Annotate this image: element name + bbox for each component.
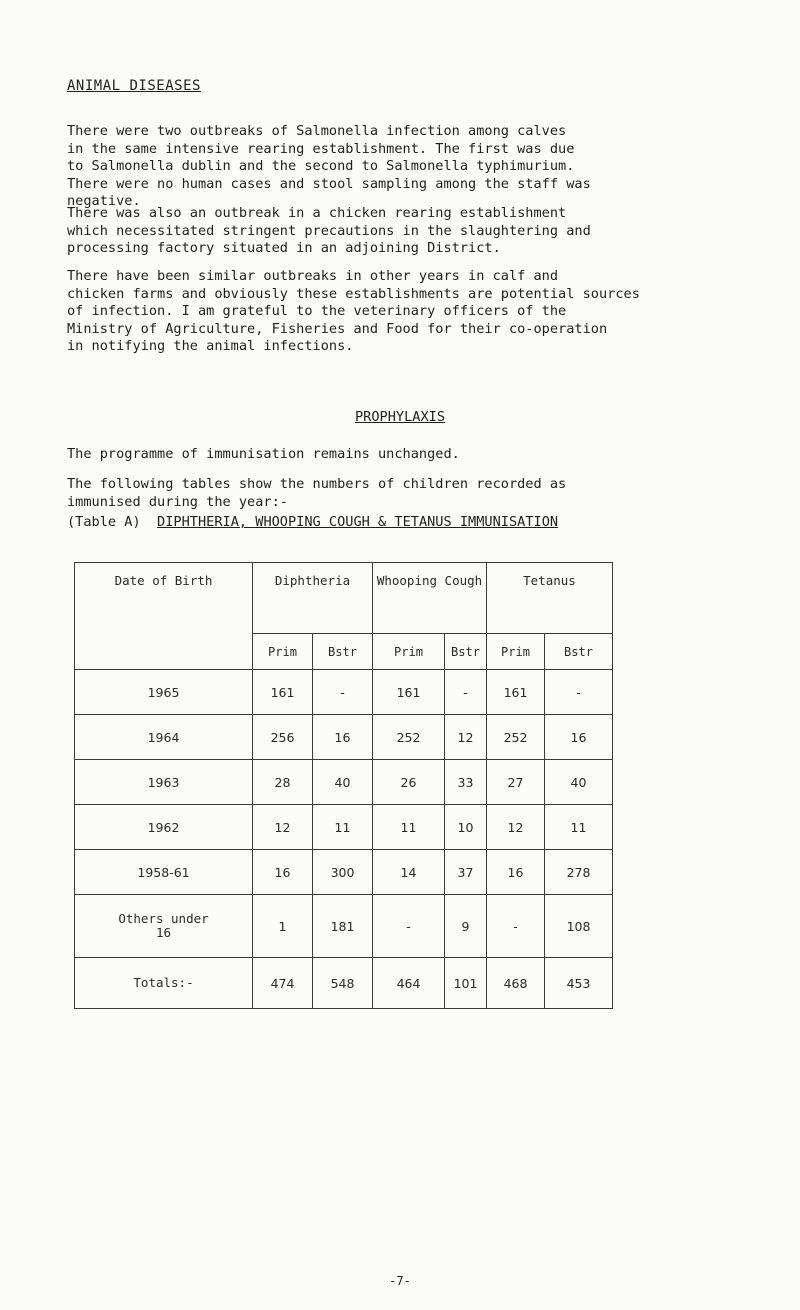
subheader-whooping-prim: Prim [373,634,445,670]
prophylaxis-heading: PROPHYLAXIS [354,409,446,425]
table-cell: 9 [445,895,487,958]
subheader-diphtheria-prim: Prim [253,634,313,670]
table-cell: 548 [313,958,373,1009]
table-cell: - [373,895,445,958]
subheader-tetanus-prim: Prim [487,634,545,670]
row-label: 1958-61 [75,850,253,895]
table-cell: 252 [373,715,445,760]
prophylaxis-line-2: The following tables show the numbers of children recorded as immunised during the year:- [67,476,567,510]
table-cell: 161 [373,670,445,715]
table-cell: 33 [445,760,487,805]
table-cell: - [545,670,613,715]
table-cell: 16 [313,715,373,760]
immunisation-table [74,562,613,1009]
paragraph-chicken-outbreak: There was also an outbreak in a chicken rearing establishment which necessitated stringent precautions in the slaughtering and processing factory situated in an adjoining District. [67,205,591,256]
table-cell: 12 [445,715,487,760]
table-cell: 453 [545,958,613,1009]
table-body [75,670,613,1009]
table-cell: 108 [545,895,613,958]
page-number: -7- [389,1274,411,1288]
row-label: 1964 [75,715,253,760]
table-row [75,958,613,1009]
table-cell: 12 [487,805,545,850]
row-label: 1965 [75,670,253,715]
table-cell: 278 [545,850,613,895]
table-cell: - [445,670,487,715]
table-row [75,850,613,895]
table-cell: 474 [253,958,313,1009]
subheader-diphtheria-bstr: Bstr [313,634,373,670]
paragraph-similar-outbreaks: There have been similar outbreaks in other years in calf and chicken farms and obviously these establishments are potential sources of infection. I am grateful to the veterinary officers of the Ministry of Agriculture, Fisheries and Food for their co-operation in notifying the animal infections. [67,268,640,354]
row-label: 1962 [75,805,253,850]
table-cell: - [487,895,545,958]
table-cell: 37 [445,850,487,895]
section-heading: ANIMAL DISEASES [67,78,201,94]
row-label: Totals:- [75,958,253,1009]
table-cell: 11 [373,805,445,850]
table-cell: 10 [445,805,487,850]
paragraph-salmonella-calves: There were two outbreaks of Salmonella infection among calves in the same intensive rearing establishment. The first was due to Salmonella dublin and the second to Salmonella typhimurium. There were no human cases and stool sampling among the staff was negative. [67,123,591,209]
table-cell: 161 [487,670,545,715]
table-cell: 27 [487,760,545,805]
subheader-tetanus-bstr: Bstr [545,634,613,670]
table-row [75,895,613,958]
table-cell: 40 [545,760,613,805]
table-cell: 16 [487,850,545,895]
header-whooping-cough: Whooping Cough [373,563,487,634]
table-caption-title: DIPHTHERIA, WHOOPING COUGH & TETANUS IMMUNISATION [157,514,559,530]
prophylaxis-line-1: The programme of immunisation remains unchanged. [67,446,460,462]
table-cell: 256 [253,715,313,760]
table-cell: 101 [445,958,487,1009]
table-cell: 300 [313,850,373,895]
table-row [75,760,613,805]
table-cell: 464 [373,958,445,1009]
table-cell: 40 [313,760,373,805]
table-caption-prefix: (Table A) [67,514,141,530]
table-caption [67,514,558,530]
table-cell: 28 [253,760,313,805]
header-date-of-birth: Date of Birth [75,563,253,670]
table-row [75,805,613,850]
table-cell: 16 [545,715,613,760]
table-row [75,670,613,715]
table-cell: 252 [487,715,545,760]
table-cell: 468 [487,958,545,1009]
row-label: Others under 16 [75,895,253,958]
table-cell: 1 [253,895,313,958]
table-cell: 11 [313,805,373,850]
table-row [75,715,613,760]
table-cell: 14 [373,850,445,895]
subheader-whooping-bstr: Bstr [445,634,487,670]
row-label: 1963 [75,760,253,805]
table-cell: 181 [313,895,373,958]
table-cell: - [313,670,373,715]
table-cell: 26 [373,760,445,805]
header-tetanus: Tetanus [487,563,613,634]
table-cell: 16 [253,850,313,895]
table-cell: 12 [253,805,313,850]
header-diphtheria: Diphtheria [253,563,373,634]
table-cell: 161 [253,670,313,715]
table-cell: 11 [545,805,613,850]
